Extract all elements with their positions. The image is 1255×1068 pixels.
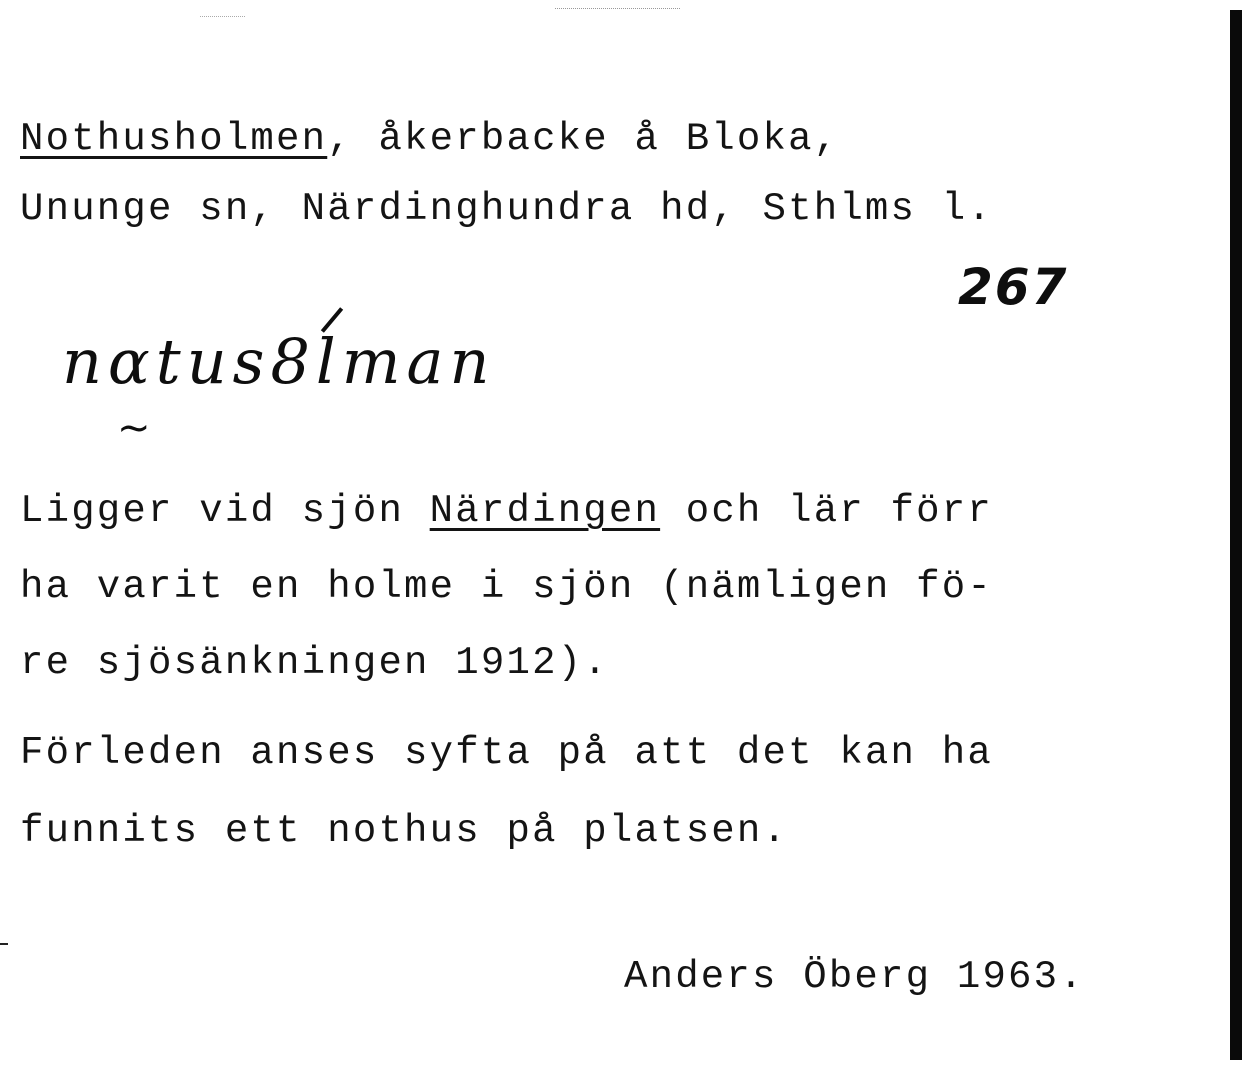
handwritten-number: 267: [958, 258, 1069, 316]
body-line-1-after: och lär förr: [660, 489, 993, 533]
place-name: Nothusholmen: [20, 117, 328, 161]
heading-line-1-rest: , åkerbacke å Bloka,: [327, 117, 840, 161]
body-line-3: re sjösänkningen 1912).: [20, 641, 609, 685]
body-line-1-before: Ligger vid sjön: [20, 489, 430, 533]
body-line-4: Förleden anses syfta på att det kan ha: [20, 731, 993, 775]
scan-artifact-top: [555, 8, 680, 12]
scan-artifact-top-left: [200, 16, 245, 19]
heading-line-1: [20, 117, 840, 161]
handwritten-tilde-mark: ~: [117, 405, 151, 451]
lake-name: Närdingen: [429, 489, 661, 533]
body-line-1: [20, 489, 993, 533]
scan-artifact-left: [0, 943, 8, 945]
handwritten-pronunciation: nɑtus8lman: [62, 325, 496, 398]
heading-line-2: Ununge sn, Närdinghundra hd, Sthlms l.: [20, 187, 993, 231]
body-line-5: funnits ett nothus på platsen.: [20, 809, 789, 853]
body-line-2: ha varit en holme i sjön (nämligen fö-: [20, 565, 993, 609]
card-edge-border: [1230, 10, 1242, 1060]
signature: Anders Öberg 1963.: [624, 955, 1085, 999]
